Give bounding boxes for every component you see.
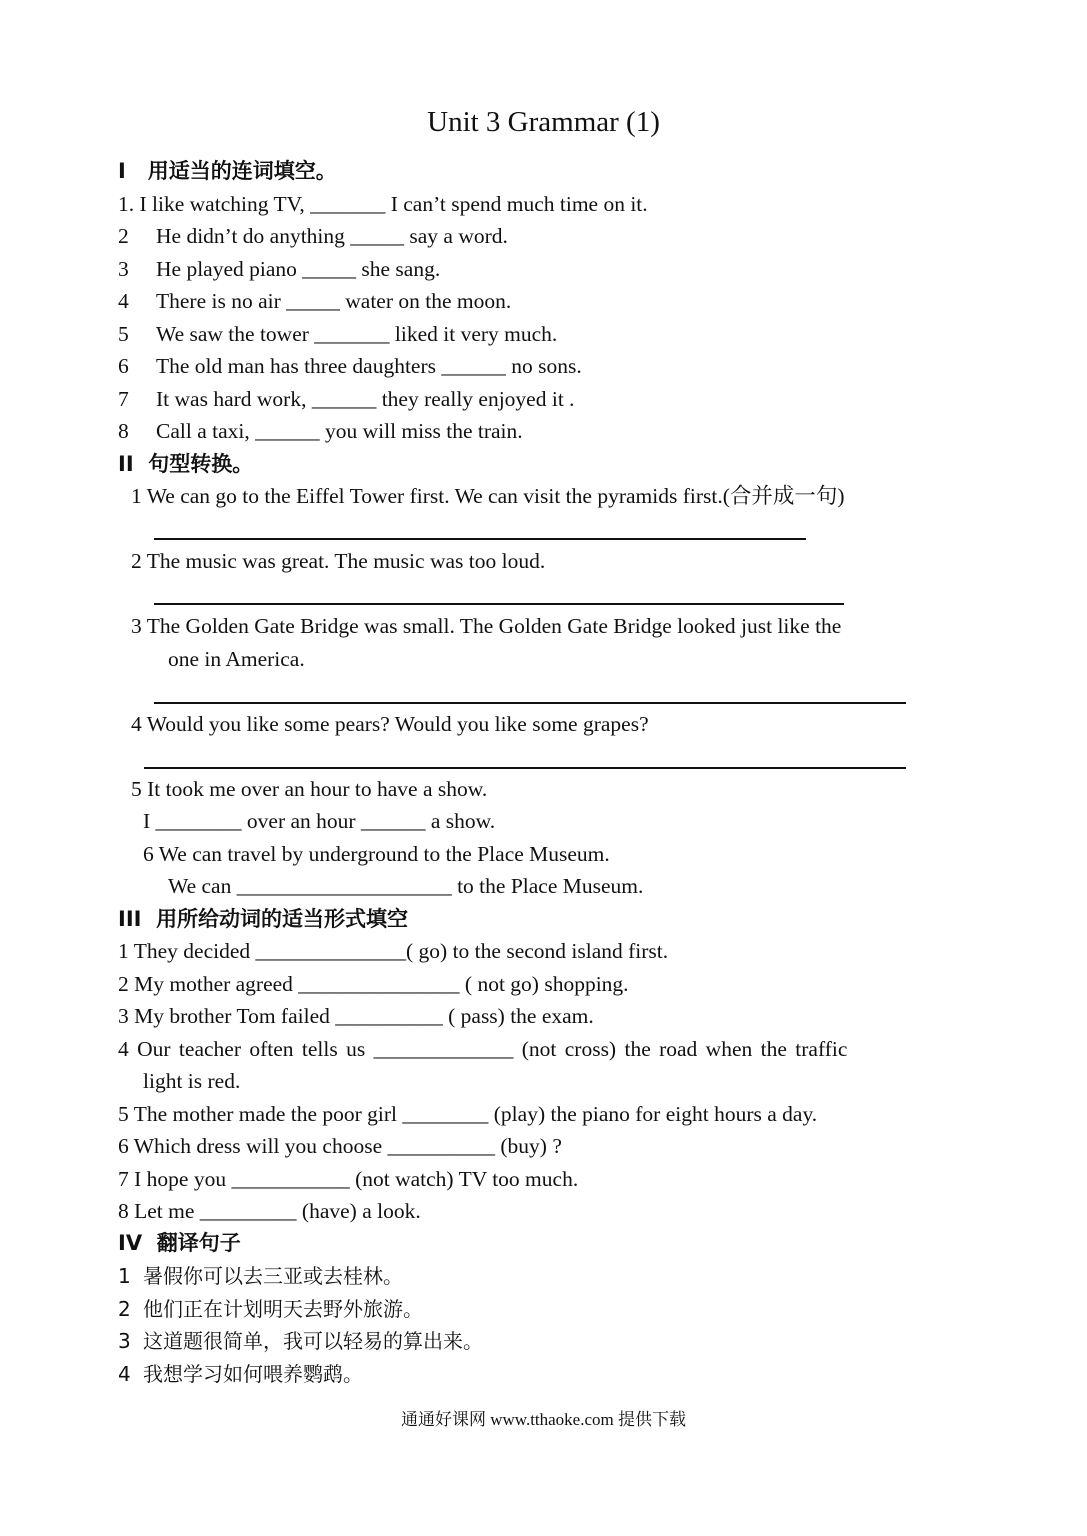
- s2-item-3: 3 The Golden Gate Bridge was small. The Golden Gate Bridge looked just like the: [131, 614, 842, 638]
- item-number: 7: [118, 387, 129, 411]
- s2-item-6: 6 We can travel by underground to the Place Museum.: [143, 842, 610, 866]
- item-number: 3: [118, 1329, 131, 1353]
- s3-item-3: 3 My brother Tom failed __________ ( pass) the exam.: [118, 1004, 594, 1028]
- s1-item-1: [118, 190, 648, 218]
- s4-item-4: [118, 1360, 363, 1388]
- s3-item-2: 2 My mother agreed _______________ ( not go) shopping.: [118, 972, 629, 996]
- item-number: 5: [118, 322, 129, 346]
- s1-item-3: [118, 255, 440, 283]
- item-number: 1.: [118, 192, 135, 216]
- s2-item-1: 1 We can go to the Eiffel Tower first. We can visit the pyramids first.(合并成一句): [131, 484, 845, 508]
- s4-item-1: [118, 1262, 403, 1290]
- item-number: 1: [118, 1264, 131, 1288]
- answer-line: [144, 767, 906, 769]
- s1-item-7: [118, 385, 575, 413]
- s3-item-8: 8 Let me _________ (have) a look.: [118, 1199, 421, 1223]
- s2-item-5: 5 It took me over an hour to have a show.: [131, 777, 488, 801]
- s1-item-4: [118, 287, 511, 315]
- page-footer: 通通好课网 www.tthaoke.com 提供下载: [400, 1410, 687, 1429]
- s2-item-6-cont: We can ____________________ to the Place Museum.: [168, 874, 644, 898]
- s3-item-1: 1 They decided ______________( go) to the second island first.: [118, 939, 669, 963]
- s3-item-7: 7 I hope you ___________ (not watch) TV too much.: [118, 1167, 579, 1191]
- section-4-heading: IV 翻译句子: [118, 1231, 241, 1255]
- s3-item-6: 6 Which dress will you choose __________ (buy) ?: [118, 1134, 562, 1158]
- section-2-heading: II 句型转换。: [118, 452, 254, 476]
- s2-item-5-cont: I ________ over an hour ______ a show.: [143, 809, 496, 833]
- s4-item-3: [118, 1327, 483, 1355]
- item-number: 3: [118, 257, 129, 281]
- s3-item-4-cont: light is red.: [143, 1069, 241, 1093]
- answer-line: [154, 538, 806, 540]
- item-text: The old man has three daughters ______ no sons.: [156, 354, 582, 378]
- s1-item-8: [118, 417, 523, 445]
- item-text: I like watching TV, _______ I can’t spend much time on it.: [139, 192, 648, 216]
- item-text: He didn’t do anything _____ say a word.: [156, 224, 508, 248]
- item-text: It was hard work, ______ they really enjoyed it .: [156, 387, 575, 411]
- item-number: 4: [118, 1362, 131, 1386]
- item-number: 2: [118, 224, 129, 248]
- item-number: 6: [118, 354, 129, 378]
- s2-item-3-cont: one in America.: [168, 647, 305, 671]
- item-text: 他们正在计划明天去野外旅游。: [143, 1297, 423, 1321]
- s3-item-4: 4 Our teacher often tells us _____________ (not cross) the road when the traffic: [118, 1037, 848, 1061]
- s2-item-4: 4 Would you like some pears? Would you like some grapes?: [131, 712, 649, 736]
- section-3-heading: III 用所给动词的适当形式填空: [118, 907, 409, 931]
- item-text: He played piano _____ she sang.: [156, 257, 441, 281]
- answer-line: [154, 603, 844, 605]
- s3-item-5: 5 The mother made the poor girl ________ (play) the piano for eight hours a day.: [118, 1102, 818, 1126]
- item-text: 暑假你可以去三亚或去桂林。: [143, 1264, 403, 1288]
- section-1-heading: I 用适当的连词填空。: [118, 159, 337, 183]
- s4-item-2: [118, 1295, 423, 1323]
- item-number: 4: [118, 289, 129, 313]
- item-number: 2: [118, 1297, 131, 1321]
- s1-item-6: [118, 352, 582, 380]
- item-text: There is no air _____ water on the moon.: [156, 289, 512, 313]
- answer-line: [154, 702, 906, 704]
- item-text: 我想学习如何喂养鹦鹉。: [143, 1362, 363, 1386]
- s1-item-5: [118, 320, 557, 348]
- s1-item-2: [118, 222, 508, 250]
- s2-item-2: 2 The music was great. The music was too loud.: [131, 549, 546, 573]
- item-text: 这道题很简单，我可以轻易的算出来。: [143, 1329, 483, 1353]
- item-number: 8: [118, 419, 129, 443]
- item-text: We saw the tower _______ liked it very much.: [156, 322, 558, 346]
- item-text: Call a taxi, ______ you will miss the train.: [156, 419, 523, 443]
- page-title: Unit 3 Grammar (1): [427, 106, 660, 138]
